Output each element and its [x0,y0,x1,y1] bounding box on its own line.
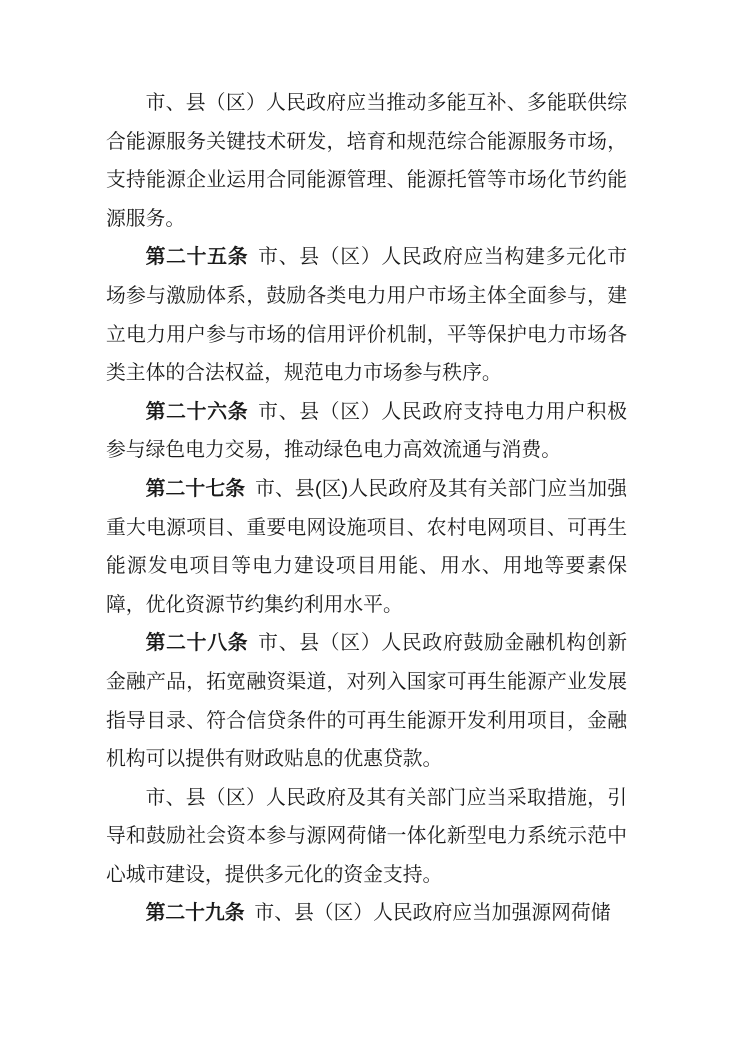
paragraph [106,779,627,895]
paragraph [106,624,627,778]
article-number: 第二十五条 [145,246,249,269]
paragraph-text: 市、县(区)人民政府及其有关部门应当加强重大电源项目、重要电网设施项目、农村电网项目、可再生能源发电项目等电力建设项目用能、用水、用地等要素保障，优化资源节约集约利用水平。 [106,477,627,616]
article-number: 第二十六条 [145,400,249,423]
article-number: 第二十九条 [145,902,245,925]
paragraph [106,84,627,238]
paragraph-text: 市、县（区）人民政府应当构建多元化市场参与激励体系，鼓励各类电力用户市场主体全面参与，建立电力用户参与市场的信用评价机制，平等保护电力市场各类主体的合法权益，规范电力市场参与秩序。 [106,246,627,385]
document-text-block [106,84,627,933]
paragraph-text: 市、县（区）人民政府支持电力用户积极参与绿色电力交易，推动绿色电力高效流通与消费。 [106,400,627,462]
paragraph [106,894,627,933]
paragraph [106,238,627,392]
paragraph-text: 市、县（区）人民政府鼓励金融机构创新金融产品，拓宽融资渠道，对列入国家可再生能源产业发展指导目录、符合信贷条件的可再生能源开发利用项目，金融机构可以提供有财政贴息的优惠贷款。 [106,632,627,771]
article-number: 第二十七条 [145,477,246,500]
article-number: 第二十八条 [145,632,249,655]
paragraph [106,393,627,470]
paragraph-text: 市、县（区）人民政府及其有关部门应当采取措施，引导和鼓励社会资本参与源网荷储一体化新型电力系统示范中心城市建设，提供多元化的资金支持。 [106,786,627,886]
paragraph [106,470,627,624]
paragraph-text: 市、县（区）人民政府应当推动多能互补、多能联供综合能源服务关键技术研发，培育和规范综合能源服务市场，支持能源企业运用合同能源管理、能源托管等市场化节约能源服务。 [106,92,627,230]
paragraph-text: 市、县（区）人民政府应当加强源网荷储 [254,902,611,925]
